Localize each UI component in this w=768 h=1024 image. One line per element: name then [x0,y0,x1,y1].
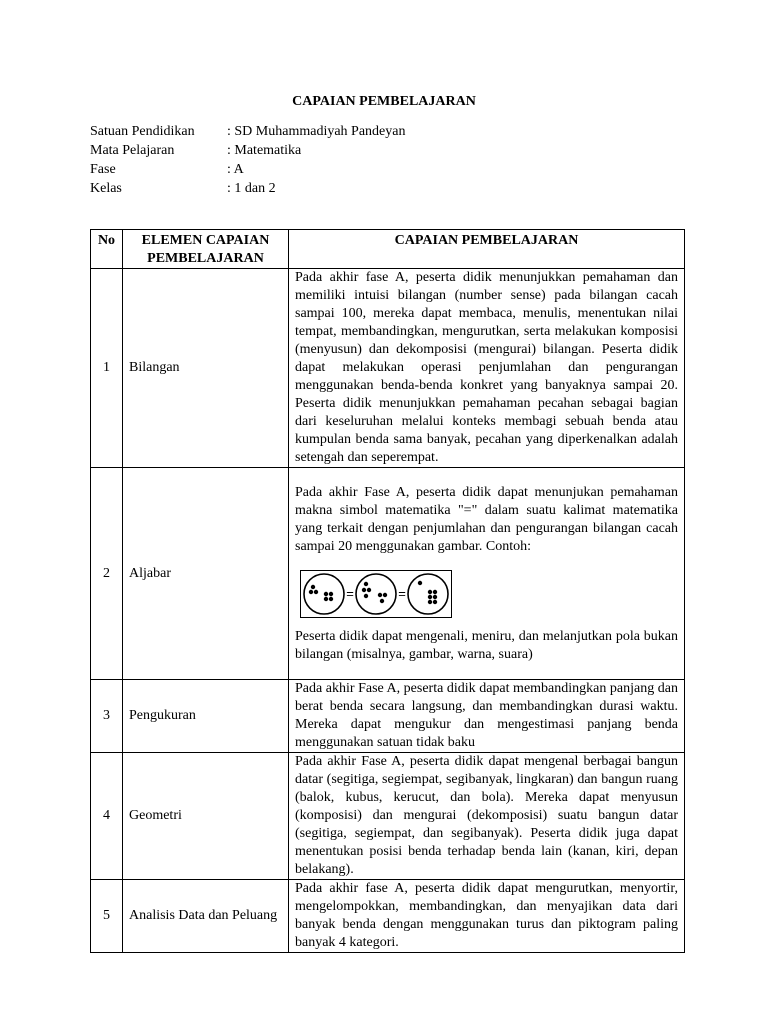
meta-label: Mata Pelajaran [90,143,175,158]
row-number: 2 [91,468,123,680]
table-row [91,753,685,880]
row-outcome: Pada akhir fase A, peserta didik dapat mengurutkan, menyortir, mengelompokkan, membandingkan, dan menyajikan data dari banyak benda dengan menggunakan turus dan piktogram paling banyak 4 kategori. [289,880,685,953]
row-element: Analisis Data dan Peluang [123,880,289,953]
row-number: 4 [91,753,123,880]
meta-row-school [90,122,405,141]
row-outcome-continued: Peserta didik dapat mengenali, meniru, dan melanjutkan pola bukan bilangan (misalnya, gambar, warna, suara) [295,628,678,662]
header-no: No [91,230,123,269]
meta-value: : Matematika [227,143,302,158]
meta-value: : SD Muhammadiyah Pandeyan [227,124,406,139]
header-element: ELEMEN CAPAIAN PEMBELAJARAN [123,230,289,269]
row-outcome: Pada akhir Fase A, peserta didik dapat mengenal berbagai bangun datar (segitiga, segiempat, segibanyak, lingkaran) dan bangun ruang (balok, kubus, kerucut, dan bola). Mereka dapat menyusun (komposisi) dan mengurai (dekomposisi) suatu bangun datar (segitiga, segiempat, dan segibanyak). Peserta didik juga dapat menentukan posisi benda terhadap benda lain (kanan, kiri, depan belakang). [289,753,685,880]
table-row [91,269,685,468]
header-outcome: CAPAIAN PEMBELAJARAN [289,230,685,269]
meta-value: : A [227,162,244,177]
row-number: 5 [91,880,123,953]
row-element: Pengukuran [123,680,289,753]
row-outcome: Pada akhir fase A, peserta didik menunjukkan pemahaman dan memiliki intuisi bilangan (number sense) pada bilangan cacah sampai 100, mereka dapat membaca, menulis, menentukan nilai tempat, membandingkan, mengurutkan, serta melakukan komposisi (menyusun) dan dekomposisi (mengurai) bilangan. Peserta didik dapat melakukan operasi penjumlahan dan pengurangan menggunakan benda-benda konkret yang banyaknya sampai 20. Peserta didik menunjukkan pemahaman pecahan sebagai bagian dari keseluruhan melalui konteks membagi sebuah benda atau kumpulan benda sama banyak, pecahan yang diperkenalkan adalah setengah dan seperempat. [289,269,685,468]
row-outcome: Pada akhir Fase A, peserta didik dapat membandingkan panjang dan berat benda secara langsung, dan membandingkan durasi waktu. Mereka dapat mengukur dan mengestimasi panjang benda menggunakan satuan tidak baku [289,680,685,753]
table-row [91,468,685,680]
document-title: CAPAIAN PEMBELAJARAN [292,94,476,109]
table-row [91,880,685,953]
row-number: 1 [91,269,123,468]
meta-label: Fase [90,162,116,177]
equals-sign-1: = [346,585,354,601]
row-outcome-cell [289,468,685,680]
meta-value: : 1 dan 2 [227,181,276,196]
meta-row-class [90,179,405,198]
document-meta [90,122,405,198]
meta-row-subject [90,141,405,160]
meta-label: Satuan Pendidikan [90,124,195,139]
table-row [91,680,685,753]
row-element: Bilangan [123,269,289,468]
equals-sign-2: = [398,585,406,601]
row-outcome: Pada akhir Fase A, peserta didik dapat menunjukan pemahaman makna simbol matematika "=" dalam suatu kalimat matematika yang terkait dengan penjumlahan dan pengurangan bilangan cacah sampai 20 menggunakan gambar. Contoh: [295,484,678,554]
meta-row-phase [90,160,405,179]
table-header-row [91,230,685,269]
meta-label: Kelas [90,181,122,196]
learning-outcomes-table [90,229,685,953]
row-element: Geometri [123,753,289,880]
equality-example-image [300,570,452,618]
row-number: 3 [91,680,123,753]
row-element: Aljabar [123,468,289,680]
